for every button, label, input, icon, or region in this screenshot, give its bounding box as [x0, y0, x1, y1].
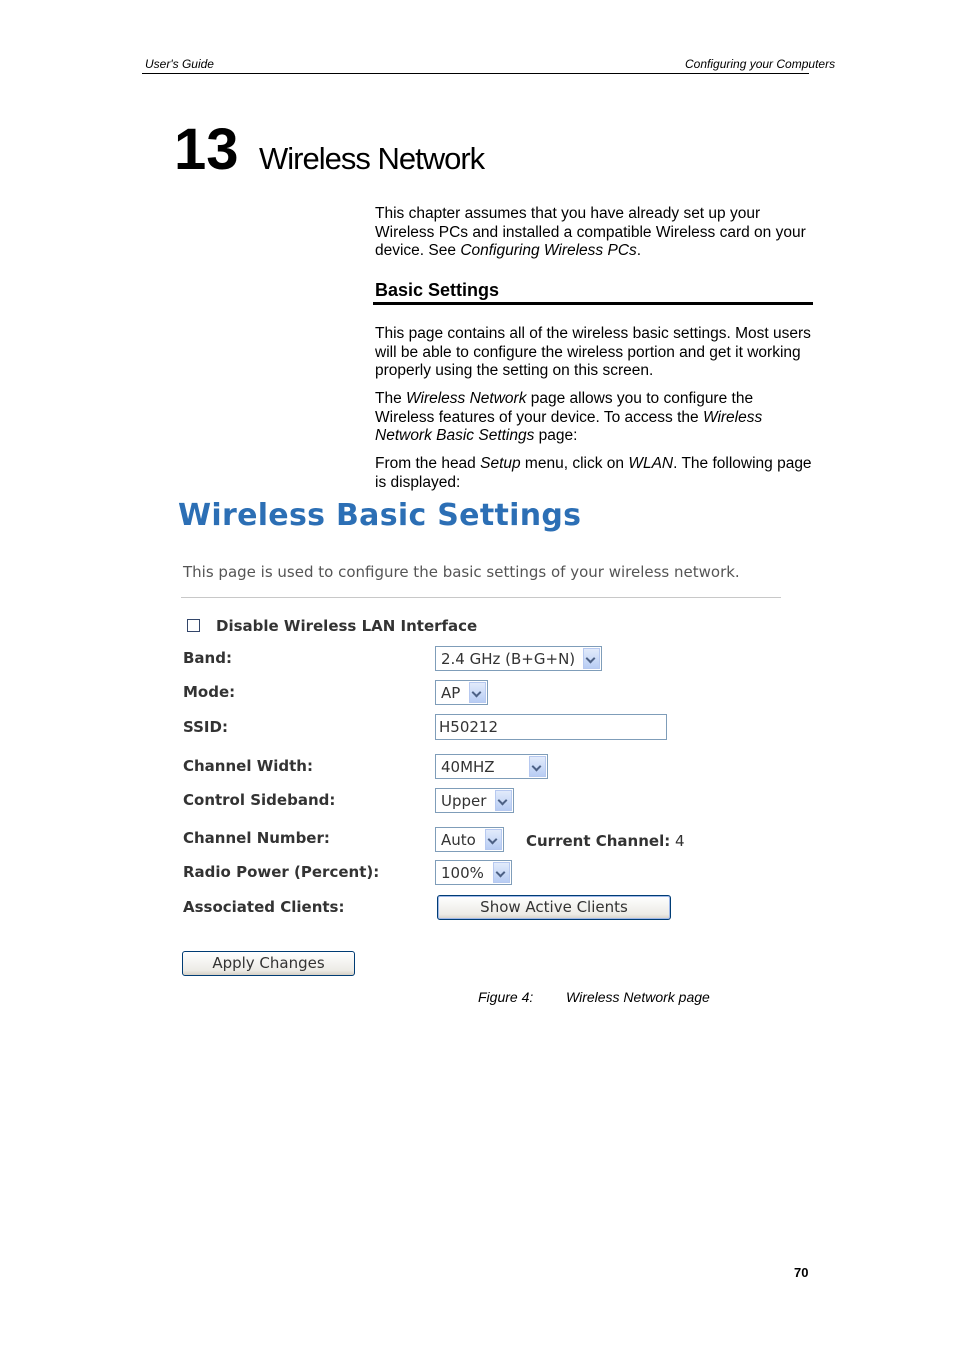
control-sideband-select[interactable] [435, 788, 514, 813]
show-active-clients-button[interactable]: Show Active Clients [437, 895, 671, 920]
mode-select[interactable] [435, 680, 488, 705]
intro-paragraph [375, 205, 815, 261]
channel-number-select[interactable] [435, 827, 504, 852]
intro-text: This chapter assumes that you have already set up your Wireless PCs and installed a compatible Wireless card on your device. See [375, 205, 806, 259]
apply-changes-button[interactable]: Apply Changes [182, 951, 355, 976]
figure-caption: Wireless Network page [566, 989, 710, 1005]
p3-italic-2: Wireless Network Basic Settings [375, 408, 763, 444]
channel-width-value: 40MHZ [441, 758, 495, 776]
paragraph-instructions [375, 455, 815, 492]
page-number: 70 [794, 1265, 809, 1280]
p3-text-2: page allows you to configure the Wireless features of your device. To access the [375, 390, 754, 426]
figure-number: Figure 4: [478, 989, 534, 1005]
p4-italic-2: WLAN [628, 455, 674, 472]
mode-value: AP [441, 684, 461, 702]
mode-label: Mode: [183, 683, 236, 701]
associated-clients-label: Associated Clients: [183, 898, 345, 916]
band-label: Band: [183, 649, 232, 667]
ssid-input[interactable]: H50212 [435, 714, 667, 740]
header-left: User's Guide [145, 57, 214, 71]
paragraph-access [375, 390, 815, 446]
ui-page-description: This page is used to configure the basic settings of your wireless network. [183, 563, 740, 581]
ssid-label: SSID: [183, 718, 228, 736]
current-channel-value: 4 [675, 832, 685, 850]
chapter-number: 13 [174, 117, 239, 182]
intro-reference: Configuring Wireless PCs [460, 242, 637, 259]
paragraph-basic-settings: This page contains all of the wireless basic settings. Most users will be able to configure the wireless portion and get it working properly using the setting on this screen. [375, 325, 811, 379]
header-rule [142, 73, 809, 74]
p4-italic-1: Setup [480, 455, 521, 472]
disable-wlan-label: Disable Wireless LAN Interface [216, 617, 478, 635]
p3-italic-1: Wireless Network [406, 390, 527, 407]
band-value: 2.4 GHz (B+G+N) [441, 650, 576, 668]
p4-text-3: . The following page is displayed: [375, 455, 812, 491]
disable-wlan-checkbox[interactable] [187, 619, 200, 632]
band-select[interactable] [435, 646, 602, 671]
chevron-down-icon [493, 862, 510, 883]
control-sideband-label: Control Sideband: [183, 791, 336, 809]
chapter-title: Wireless Network [259, 141, 485, 176]
section-rule [373, 302, 813, 305]
current-channel-label: Current Channel: [526, 832, 671, 850]
chevron-down-icon [529, 756, 546, 777]
intro-text-end: . [636, 242, 642, 259]
ui-page-title: Wireless Basic Settings [178, 498, 582, 533]
radio-power-select[interactable] [435, 860, 512, 885]
p4-text-1: From the head [375, 455, 481, 472]
channel-width-select[interactable] [435, 754, 548, 779]
ui-divider [181, 597, 781, 598]
p4-text-2: menu, click on [520, 455, 629, 472]
p3-text-3: page: [534, 427, 578, 444]
chevron-down-icon [583, 648, 600, 669]
section-title: Basic Settings [375, 280, 500, 300]
p3-text-1: The [375, 390, 407, 407]
current-channel [526, 832, 685, 850]
radio-power-label: Radio Power (Percent): [183, 863, 380, 881]
radio-power-value: 100% [441, 864, 484, 882]
chevron-down-icon [485, 829, 502, 850]
control-sideband-value: Upper [441, 792, 487, 810]
header-right: Configuring your Computers [685, 57, 836, 71]
channel-number-label: Channel Number: [183, 829, 330, 847]
chevron-down-icon [495, 790, 512, 811]
channel-width-label: Channel Width: [183, 757, 313, 775]
chevron-down-icon [469, 682, 486, 703]
channel-number-value: Auto [441, 831, 476, 849]
